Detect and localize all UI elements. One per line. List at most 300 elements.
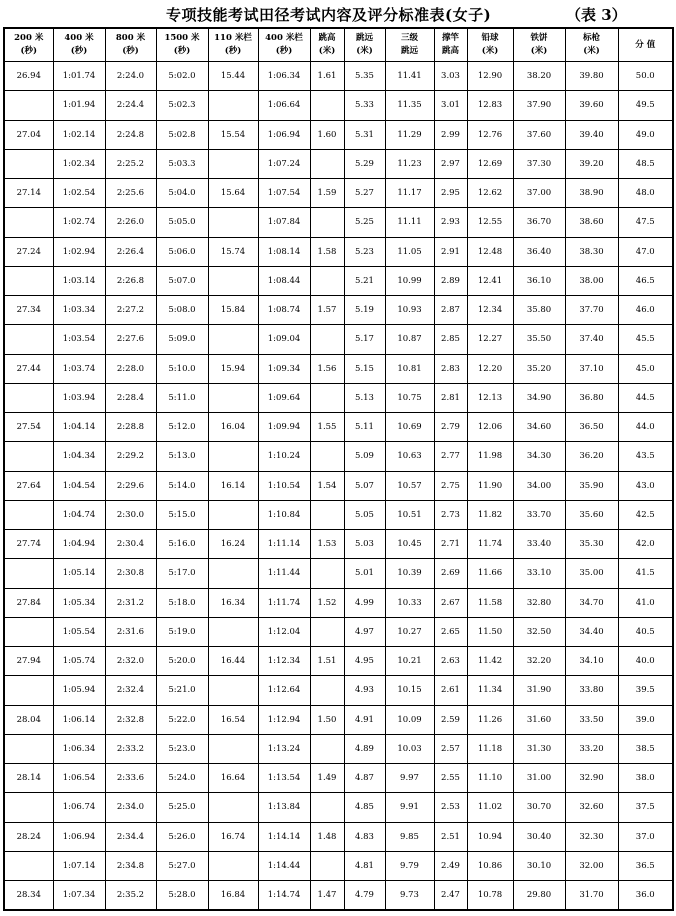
table-cell: 43.0: [618, 471, 673, 500]
table-cell: 1:08.44: [258, 266, 310, 295]
table-cell: 2:33.2: [105, 734, 156, 763]
table-cell: 42.5: [618, 500, 673, 529]
table-row: [4, 120, 673, 149]
table-cell: 11.05: [385, 237, 434, 266]
table-cell: 5.29: [344, 149, 385, 178]
table-cell: 16.24: [208, 530, 258, 559]
table-cell: 37.60: [513, 120, 565, 149]
table-cell: 16.84: [208, 881, 258, 911]
table-cell: 9.79: [385, 851, 434, 880]
table-cell: 2.53: [434, 793, 467, 822]
table-cell: 4.79: [344, 881, 385, 911]
table-cell: 38.00: [565, 266, 618, 295]
table-cell: 1:02.34: [53, 149, 105, 178]
table-cell: 27.84: [4, 588, 53, 617]
table-cell: 35.80: [513, 296, 565, 325]
table-cell: 50.0: [618, 62, 673, 91]
table-cell: [310, 325, 344, 354]
column-header-label: 800 米: [115, 33, 146, 43]
table-cell: 1.57: [310, 296, 344, 325]
table-cell: 15.94: [208, 354, 258, 383]
table-cell: 48.0: [618, 179, 673, 208]
table-cell: 2:32.0: [105, 647, 156, 676]
table-cell: 11.18: [467, 734, 513, 763]
table-cell: 11.23: [385, 149, 434, 178]
table-cell: 5:27.0: [156, 851, 208, 880]
column-header-label: 200 米: [14, 33, 44, 43]
table-cell: 9.97: [385, 764, 434, 793]
table-cell: 12.34: [467, 296, 513, 325]
table-cell: 1:06.54: [53, 764, 105, 793]
table-cell: 32.20: [513, 647, 565, 676]
table-cell: 2:34.4: [105, 822, 156, 851]
table-cell: 1:03.94: [53, 383, 105, 412]
column-header: [618, 28, 673, 62]
table-cell: 2:34.8: [105, 851, 156, 880]
table-cell: 37.90: [513, 91, 565, 120]
table-cell: 1:13.24: [258, 734, 310, 763]
table-cell: 36.40: [513, 237, 565, 266]
table-cell: 28.04: [4, 705, 53, 734]
table-cell: [208, 734, 258, 763]
table-row: [4, 325, 673, 354]
table-cell: 11.11: [385, 208, 434, 237]
table-cell: 2:28.4: [105, 383, 156, 412]
table-cell: 12.55: [467, 208, 513, 237]
table-cell: 37.0: [618, 822, 673, 851]
table-cell: [208, 91, 258, 120]
table-cell: 12.62: [467, 179, 513, 208]
table-cell: 1:06.94: [258, 120, 310, 149]
table-cell: 16.44: [208, 647, 258, 676]
table-cell: 31.00: [513, 764, 565, 793]
table-cell: 12.76: [467, 120, 513, 149]
column-header-label: 分 值: [635, 40, 656, 50]
table-cell: 1:03.14: [53, 266, 105, 295]
column-header-unit: (米): [481, 46, 499, 56]
table-cell: 36.0: [618, 881, 673, 911]
table-cell: 10.63: [385, 442, 434, 471]
table-cell: 5.01: [344, 559, 385, 588]
column-header-unit: (秒): [173, 46, 191, 56]
table-cell: 12.83: [467, 91, 513, 120]
table-cell: 44.0: [618, 413, 673, 442]
table-cell: 27.64: [4, 471, 53, 500]
table-row: [4, 705, 673, 734]
table-cell: 49.5: [618, 91, 673, 120]
table-cell: 2:30.8: [105, 559, 156, 588]
table-cell: 27.24: [4, 237, 53, 266]
table-cell: 12.90: [467, 62, 513, 91]
table-cell: 1.52: [310, 588, 344, 617]
table-cell: 5:05.0: [156, 208, 208, 237]
table-cell: 34.30: [513, 442, 565, 471]
table-cell: 10.39: [385, 559, 434, 588]
table-cell: 2.85: [434, 325, 467, 354]
table-row: [4, 676, 673, 705]
table-cell: 16.04: [208, 413, 258, 442]
table-cell: 27.54: [4, 413, 53, 442]
table-cell: 2.65: [434, 617, 467, 646]
table-cell: 1:09.34: [258, 354, 310, 383]
column-header-label: 跳远: [355, 33, 373, 43]
table-cell: 2:27.2: [105, 296, 156, 325]
table-cell: [208, 325, 258, 354]
table-cell: 2.55: [434, 764, 467, 793]
table-cell: [4, 149, 53, 178]
table-cell: [310, 559, 344, 588]
table-cell: 2:32.8: [105, 705, 156, 734]
table-row: [4, 471, 673, 500]
table-cell: 1:08.14: [258, 237, 310, 266]
table-cell: 4.93: [344, 676, 385, 705]
table-cell: 2:32.4: [105, 676, 156, 705]
table-cell: 41.0: [618, 588, 673, 617]
table-cell: [4, 91, 53, 120]
table-cell: 2:26.4: [105, 237, 156, 266]
column-header-label: 400 米栏: [265, 33, 303, 43]
table-cell: 5:18.0: [156, 588, 208, 617]
table-cell: 12.41: [467, 266, 513, 295]
table-cell: 32.80: [513, 588, 565, 617]
table-cell: 1:08.74: [258, 296, 310, 325]
table-cell: 5:12.0: [156, 413, 208, 442]
table-cell: 2.71: [434, 530, 467, 559]
table-cell: 29.80: [513, 881, 565, 911]
table-cell: 1.56: [310, 354, 344, 383]
table-cell: 12.69: [467, 149, 513, 178]
table-cell: 46.5: [618, 266, 673, 295]
column-header: [310, 28, 344, 62]
table-body: [4, 62, 673, 911]
table-cell: [4, 851, 53, 880]
table-cell: 33.80: [565, 676, 618, 705]
table-cell: 1:14.44: [258, 851, 310, 880]
table-cell: 33.40: [513, 530, 565, 559]
table-cell: 11.74: [467, 530, 513, 559]
table-cell: 4.95: [344, 647, 385, 676]
table-cell: [4, 793, 53, 822]
table-cell: 32.00: [565, 851, 618, 880]
table-cell: [208, 149, 258, 178]
table-cell: 1:07.14: [53, 851, 105, 880]
table-cell: 15.74: [208, 237, 258, 266]
table-cell: [4, 617, 53, 646]
table-cell: 1:11.74: [258, 588, 310, 617]
table-cell: 11.66: [467, 559, 513, 588]
table-cell: 10.57: [385, 471, 434, 500]
table-cell: 10.87: [385, 325, 434, 354]
table-cell: 5.27: [344, 179, 385, 208]
table-cell: 5:15.0: [156, 500, 208, 529]
table-cell: 40.5: [618, 617, 673, 646]
table-row: [4, 500, 673, 529]
table-cell: 43.5: [618, 442, 673, 471]
header-row: [4, 28, 673, 62]
table-cell: [208, 793, 258, 822]
table-cell: 37.30: [513, 149, 565, 178]
table-cell: 4.89: [344, 734, 385, 763]
column-header-unit: (秒): [20, 46, 38, 56]
table-cell: 5.15: [344, 354, 385, 383]
table-cell: 38.0: [618, 764, 673, 793]
table-cell: 9.91: [385, 793, 434, 822]
table-cell: [310, 266, 344, 295]
table-cell: 1:11.44: [258, 559, 310, 588]
table-cell: 11.58: [467, 588, 513, 617]
table-cell: 28.24: [4, 822, 53, 851]
column-header-unit: (米): [530, 46, 548, 56]
table-cell: 5.23: [344, 237, 385, 266]
table-cell: 5.25: [344, 208, 385, 237]
table-row: [4, 647, 673, 676]
table-cell: 1:14.74: [258, 881, 310, 911]
table-cell: [310, 383, 344, 412]
column-header-unit: (秒): [224, 46, 242, 56]
table-cell: 2:29.6: [105, 471, 156, 500]
table-cell: 35.00: [565, 559, 618, 588]
table-cell: 11.17: [385, 179, 434, 208]
table-cell: 2.49: [434, 851, 467, 880]
table-cell: 2:25.2: [105, 149, 156, 178]
table-cell: 4.83: [344, 822, 385, 851]
table-cell: 5:06.0: [156, 237, 208, 266]
table-cell: 10.45: [385, 530, 434, 559]
table-cell: 47.5: [618, 208, 673, 237]
table-cell: 30.40: [513, 822, 565, 851]
table-cell: 1:06.74: [53, 793, 105, 822]
table-cell: 31.60: [513, 705, 565, 734]
table-row: [4, 383, 673, 412]
table-cell: 35.50: [513, 325, 565, 354]
table-cell: 38.5: [618, 734, 673, 763]
table-cell: 5.05: [344, 500, 385, 529]
table-cell: 1:02.94: [53, 237, 105, 266]
table-cell: 5:04.0: [156, 179, 208, 208]
table-cell: 9.73: [385, 881, 434, 911]
table-cell: 5.31: [344, 120, 385, 149]
table-cell: 28.14: [4, 764, 53, 793]
table-cell: 2.51: [434, 822, 467, 851]
table-cell: 1:04.94: [53, 530, 105, 559]
table-cell: 27.04: [4, 120, 53, 149]
table-cell: 27.44: [4, 354, 53, 383]
table-cell: 5.07: [344, 471, 385, 500]
table-cell: 32.60: [565, 793, 618, 822]
table-cell: 1:03.54: [53, 325, 105, 354]
table-cell: 11.50: [467, 617, 513, 646]
column-header: [513, 28, 565, 62]
table-cell: 1:06.14: [53, 705, 105, 734]
table-cell: 4.85: [344, 793, 385, 822]
table-cell: 5:21.0: [156, 676, 208, 705]
table-cell: 45.0: [618, 354, 673, 383]
table-cell: 1:09.94: [258, 413, 310, 442]
table-cell: 5.03: [344, 530, 385, 559]
table-cell: 5:20.0: [156, 647, 208, 676]
table-cell: [208, 559, 258, 588]
table-cell: 1:11.14: [258, 530, 310, 559]
table-cell: 31.90: [513, 676, 565, 705]
table-cell: 38.30: [565, 237, 618, 266]
column-header: [565, 28, 618, 62]
table-cell: 12.27: [467, 325, 513, 354]
table-cell: 1:06.34: [53, 734, 105, 763]
table-cell: [4, 559, 53, 588]
table-cell: 1.48: [310, 822, 344, 851]
scoring-table: [3, 27, 674, 911]
table-cell: 2.81: [434, 383, 467, 412]
table-cell: 2.97: [434, 149, 467, 178]
table-cell: 1:04.54: [53, 471, 105, 500]
table-cell: 1.58: [310, 237, 344, 266]
table-cell: 5:02.8: [156, 120, 208, 149]
table-cell: 3.01: [434, 91, 467, 120]
table-cell: 2:34.0: [105, 793, 156, 822]
table-cell: 1:12.64: [258, 676, 310, 705]
table-cell: 1:04.14: [53, 413, 105, 442]
table-cell: 5.21: [344, 266, 385, 295]
table-cell: 1:07.34: [53, 881, 105, 911]
table-row: [4, 149, 673, 178]
table-cell: 47.0: [618, 237, 673, 266]
table-cell: 34.00: [513, 471, 565, 500]
column-header: [156, 28, 208, 62]
table-cell: 2:29.2: [105, 442, 156, 471]
table-cell: [208, 617, 258, 646]
table-row: [4, 734, 673, 763]
table-cell: 5.13: [344, 383, 385, 412]
table-cell: 5:07.0: [156, 266, 208, 295]
table-cell: 2:31.6: [105, 617, 156, 646]
column-header-label: 110 米栏: [214, 33, 252, 43]
table-cell: 2.87: [434, 296, 467, 325]
column-header-label: 跳高: [318, 33, 336, 43]
table-cell: 5:02.0: [156, 62, 208, 91]
table-cell: 2:24.4: [105, 91, 156, 120]
table-cell: 2:24.0: [105, 62, 156, 91]
table-row: [4, 208, 673, 237]
table-cell: 35.30: [565, 530, 618, 559]
table-cell: 2.63: [434, 647, 467, 676]
table-cell: 49.0: [618, 120, 673, 149]
table-cell: 34.90: [513, 383, 565, 412]
table-cell: 32.90: [565, 764, 618, 793]
table-cell: 5:22.0: [156, 705, 208, 734]
table-cell: 1:09.04: [258, 325, 310, 354]
table-cell: 2:24.8: [105, 120, 156, 149]
column-header: [344, 28, 385, 62]
table-cell: 16.14: [208, 471, 258, 500]
column-header-label: 标枪: [582, 33, 600, 43]
document-title: 专项技能考试田径考试内容及评分标准表(女子): [166, 6, 492, 24]
table-cell: 1.53: [310, 530, 344, 559]
table-cell: 2.57: [434, 734, 467, 763]
table-cell: 11.26: [467, 705, 513, 734]
table-cell: 1:05.54: [53, 617, 105, 646]
table-cell: 42.0: [618, 530, 673, 559]
table-cell: 37.40: [565, 325, 618, 354]
table-cell: 10.15: [385, 676, 434, 705]
table-cell: [310, 676, 344, 705]
table-cell: 3.03: [434, 62, 467, 91]
table-cell: 11.42: [467, 647, 513, 676]
table-cell: 2:33.6: [105, 764, 156, 793]
table-cell: 5:10.0: [156, 354, 208, 383]
table-cell: 33.20: [565, 734, 618, 763]
table-cell: 1:10.54: [258, 471, 310, 500]
table-cell: 46.0: [618, 296, 673, 325]
table-cell: 1.59: [310, 179, 344, 208]
column-header-unit: (秒): [275, 46, 293, 56]
table-cell: [310, 442, 344, 471]
table-cell: 1.54: [310, 471, 344, 500]
table-cell: [4, 676, 53, 705]
table-cell: 1:03.74: [53, 354, 105, 383]
table-cell: 10.51: [385, 500, 434, 529]
table-cell: 32.50: [513, 617, 565, 646]
table-cell: 34.60: [513, 413, 565, 442]
table-cell: 1:02.54: [53, 179, 105, 208]
table-row: [4, 764, 673, 793]
table-cell: 15.84: [208, 296, 258, 325]
table-cell: 5.09: [344, 442, 385, 471]
table-cell: 34.40: [565, 617, 618, 646]
table-cell: 1:10.24: [258, 442, 310, 471]
table-cell: 16.54: [208, 705, 258, 734]
table-row: [4, 266, 673, 295]
table-cell: 36.70: [513, 208, 565, 237]
column-header: [53, 28, 105, 62]
table-cell: 37.70: [565, 296, 618, 325]
table-cell: 1:03.34: [53, 296, 105, 325]
table-cell: 10.78: [467, 881, 513, 911]
table-cell: 2:28.8: [105, 413, 156, 442]
table-cell: 11.29: [385, 120, 434, 149]
table-cell: 1:05.94: [53, 676, 105, 705]
table-cell: 5:25.0: [156, 793, 208, 822]
table-row: [4, 793, 673, 822]
table-cell: 5.35: [344, 62, 385, 91]
column-header-unit: (米): [583, 46, 600, 56]
table-cell: 37.10: [565, 354, 618, 383]
table-cell: 2:25.6: [105, 179, 156, 208]
table-cell: 36.10: [513, 266, 565, 295]
table-cell: 11.98: [467, 442, 513, 471]
table-cell: 27.94: [4, 647, 53, 676]
table-cell: 5:14.0: [156, 471, 208, 500]
column-header-label: 铁饼: [530, 33, 548, 43]
table-cell: 2:30.4: [105, 530, 156, 559]
table-cell: 15.44: [208, 62, 258, 91]
table-cell: 32.30: [565, 822, 618, 851]
table-cell: 2:26.0: [105, 208, 156, 237]
table-row: [4, 588, 673, 617]
table-cell: 1.47: [310, 881, 344, 911]
table-cell: [4, 500, 53, 529]
table-cell: 33.10: [513, 559, 565, 588]
table-cell: [310, 793, 344, 822]
table-cell: 45.5: [618, 325, 673, 354]
table-cell: 33.70: [513, 500, 565, 529]
table-cell: 1.50: [310, 705, 344, 734]
table-cell: [4, 208, 53, 237]
table-cell: 15.54: [208, 120, 258, 149]
table-cell: 10.94: [467, 822, 513, 851]
table-cell: 1:06.34: [258, 62, 310, 91]
table-cell: 31.70: [565, 881, 618, 911]
table-cell: 10.03: [385, 734, 434, 763]
